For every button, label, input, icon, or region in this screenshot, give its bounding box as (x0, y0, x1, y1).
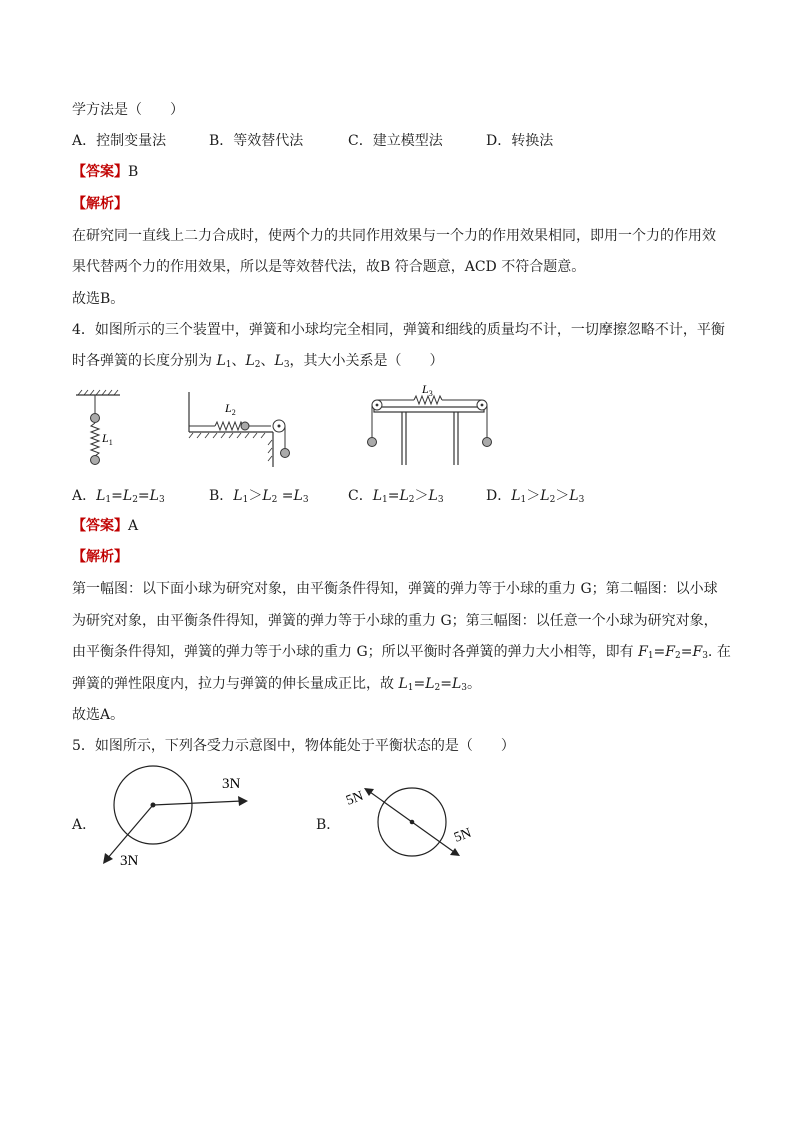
q5-figure-a (90, 765, 260, 875)
answer-label: 【答案】 (72, 164, 128, 180)
answer-label: 【答案】 (72, 518, 128, 534)
q3-option-d: D．转换法 (486, 133, 554, 149)
q4-answer: A (128, 518, 139, 534)
q3-analysis-line-2: 果代替两个力的作用效果，所以是等效替代法，故B 符合题意，ACD 不符合题意。 (72, 259, 586, 275)
svg-text:L1: $L_1$ (102, 431, 113, 447)
svg-text:3N: 3N (120, 853, 139, 869)
q4-stem-line-1: 4．如图所示的三个装置中，弹簧和小球均完全相同，弹簧和细线的质量均不计，一切摩擦忽略不计，平衡 (72, 322, 725, 338)
q4-analysis-line-4: 弹簧的弹性限度内，拉力与弹簧的伸长量成正比，故 $L_1=L_2=L_3$。 (72, 676, 482, 693)
q3-option-a: A．控制变量法 (72, 133, 167, 149)
svg-text:5N: 5N (452, 825, 474, 846)
q3-analysis-line-1: 在研究同一直线上二力合成时，使两个力的共同作用效果与一个力的作用效果相同，即用一个力的作用效 (72, 228, 716, 244)
q4-conclusion: 故选A。 (72, 707, 125, 723)
q4-analysis-line-3: 由平衡条件得知，弹簧的弹力等于小球的重力 G；所以平衡时各弹簧的弹力大小相等，即有 $F_1=F_2=F_3$. 在 (72, 644, 731, 661)
q5-figure-b (340, 780, 490, 880)
svg-text:3N: 3N (222, 776, 241, 792)
q4-figure-3 (364, 382, 494, 467)
q3-stem-tail: 学方法是（ ） (72, 102, 184, 118)
q4-analysis-line-2: 为研究对象，由平衡条件得知，弹簧的弹力等于小球的重力 G；第三幅图：以任意一个小球为研究对象， (72, 613, 718, 629)
q4-option-d: D．$L_1>L_2>L_3$ (486, 488, 585, 505)
svg-text:L2: $L_2$ (225, 401, 236, 417)
svg-text:5N: 5N (344, 788, 366, 809)
q3-analysis-label: 【解析】 (72, 196, 128, 212)
q4-figure-1 (70, 390, 130, 470)
q5-stem: 5．如图所示，下列各受力示意图中，物体能处于平衡状态的是（ ） (72, 738, 515, 754)
q5-option-a-label: A． (72, 817, 97, 833)
svg-text:L3: $L_3$ (422, 382, 433, 398)
q3-conclusion: 故选B。 (72, 291, 125, 307)
q4-option-b: B．$L_1>L_2 =L_3$ (209, 488, 309, 505)
q4-option-c: C．$L_1=L_2>L_3$ (348, 488, 444, 505)
q3-option-b: B．等效替代法 (209, 133, 304, 149)
q3-answer-row (72, 162, 138, 182)
q4-figure-2 (185, 392, 295, 467)
q4-option-a: A．$L_1=L_2=L_3$ (72, 488, 165, 505)
q4-answer-row (72, 516, 138, 536)
q4-analysis-line-1: 第一幅图：以下面小球为研究对象，由平衡条件得知，弹簧的弹力等于小球的重力 G；第二幅图：以小球 (72, 581, 718, 597)
q5-option-b-label: B． (316, 817, 341, 833)
q3-option-c: C．建立模型法 (348, 133, 443, 149)
q4-analysis-label: 【解析】 (72, 549, 128, 565)
q3-answer: B (128, 164, 139, 180)
q4-stem-line-2: 时各弹簧的长度分别为 $L_1$、$L_2$、$L_3$，其大小关系是（ ） (72, 353, 444, 370)
